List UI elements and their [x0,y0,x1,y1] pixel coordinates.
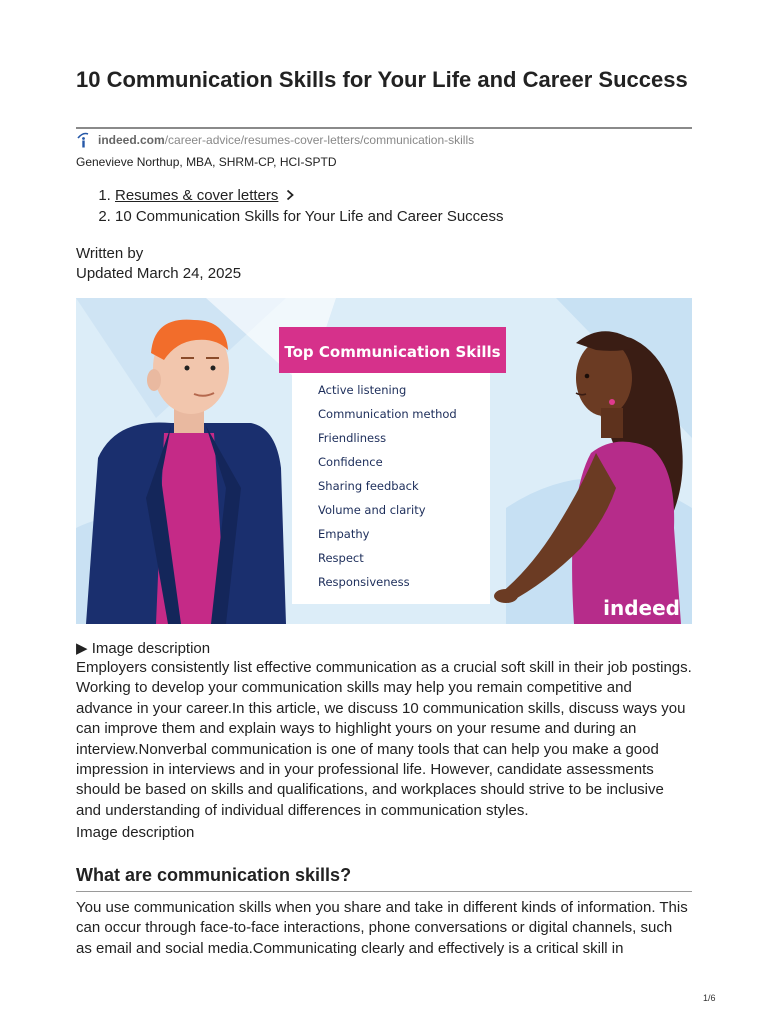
skill-item: Sharing feedback [318,479,419,493]
skill-item: Volume and clarity [318,503,426,517]
title-divider [76,127,692,129]
breadcrumb-item [115,206,504,227]
chevron-right-icon [284,189,296,201]
breadcrumb-item[interactable] [115,185,504,206]
skill-item: Respect [318,551,364,565]
skill-item: Confidence [318,455,383,469]
source-domain: indeed.com [98,133,165,147]
breadcrumb-link[interactable]: Resumes & cover letters [115,187,279,204]
intro-paragraph: Employers consistently list effective communication as a crucial soft skill in their job postings. Working to develop your communication skills may help you remain competitive and advance in your career.In this article, we discuss 10 communication skills, discuss ways you can improve them and explain ways to highlight yours on your resume and during an interview.Nonverbal communication is one of many tools that can help you make a good impression in interviews and in your professional life. However, candidate assessments should be based on skills and qualifications, and workplaces should strive to be inclusive and understanding of individual differences in communication styles. [76,659,692,819]
source-link[interactable] [76,132,474,148]
source-path: /career-advice/resumes-cover-letters/communication-skills [164,133,475,147]
written-by: Written by [76,245,144,262]
skills-card [279,327,506,604]
author-line: Genevieve Northup, MBA, SHRM-CP, HCI-SPTD [76,155,337,169]
skill-item: Empathy [318,527,370,541]
skill-item: Active listening [318,383,407,397]
skill-item: Friendliness [318,431,387,445]
indeed-favicon-icon [76,132,90,148]
page-number: 1/6 [703,993,716,1003]
skill-item: Responsiveness [318,575,410,589]
section-divider [76,891,692,892]
article-title: 10 Communication Skills for Your Life and Career Success [76,67,688,92]
breadcrumb [94,185,504,227]
breadcrumb-current: 10 Communication Skills for Your Life and Career Success [115,208,504,225]
image-description-toggle[interactable]: ▶ Image description [76,640,211,657]
indeed-logo: indeed [603,596,680,620]
skill-item: Communication method [318,407,457,421]
hero-illustration [76,298,692,624]
hero-svg [76,298,692,624]
card-title: Top Communication Skills [284,343,501,361]
updated-date: Updated March 24, 2025 [76,265,242,282]
section-heading: What are communication skills? [76,865,352,885]
image-description-label: Image description [76,824,195,841]
section-paragraph: You use communication skills when you share and take in different kinds of information. This can occur through face-to-face interactions, phone conversations or digital channels, such as email and social media.Communicating clearly and effectively is a critical skill in [76,899,688,957]
